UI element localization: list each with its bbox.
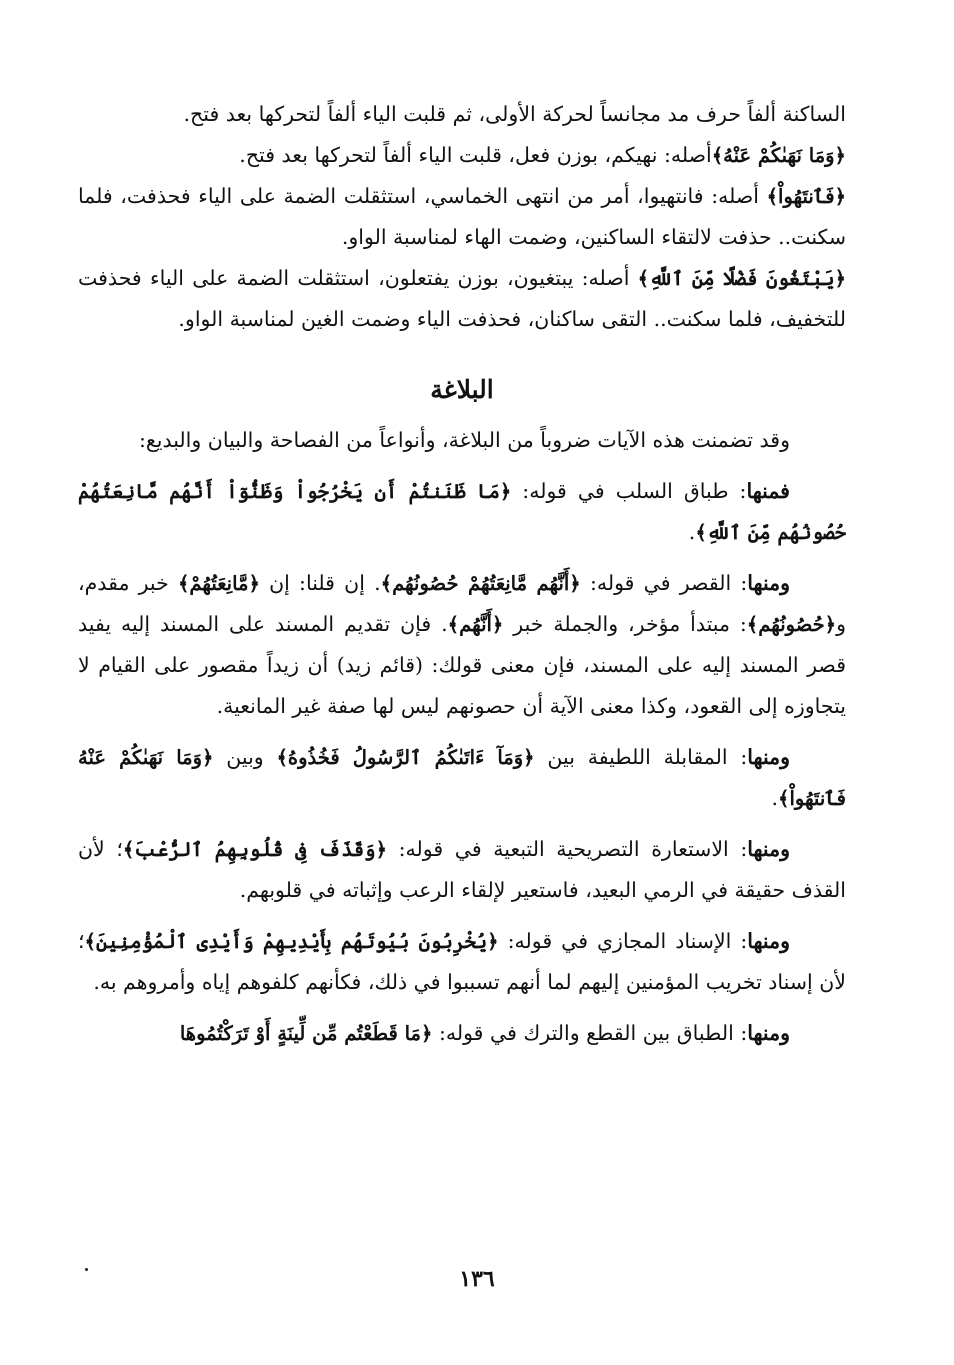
item-text: : طباق السلب في قوله: — [511, 479, 747, 503]
item-text: . — [688, 520, 696, 544]
quran-quote: ﴿وَقَذَفَ فِى قُلُوبِهِمُ ٱلرُّعْبَ﴾ — [122, 838, 388, 861]
paragraph-text: وقد تضمنت هذه الآيات ضروباً من البلاغة، وأنواعاً من الفصاحة والبيان والبديع: — [138, 428, 790, 452]
rhetoric-item-istiara — [78, 829, 846, 911]
morphology-paragraph-3 — [78, 176, 846, 258]
item-lead: ومنها — [747, 1021, 790, 1045]
item-text: . — [771, 786, 779, 810]
page-number: ١٣٦ — [459, 1266, 495, 1292]
item-text: ؛ لأن القذف حقيقة في الرمي البعيد، فاستعير لإلقاء الرعب وإثباته في قلوبهم. — [78, 837, 846, 902]
rhetoric-item-tibaq-qat — [78, 1013, 846, 1054]
quran-quote: ﴿فَٱنتَهُواْ﴾ — [766, 185, 846, 208]
item-lead: ومنها — [747, 745, 791, 769]
quran-quote: ﴿أَنَّهُم مَّانِعَتُهُمْ حُصُونُهُم﴾ — [380, 572, 581, 595]
morphology-paragraph-1 — [78, 94, 846, 135]
paragraph-text: أصله: فانتهيوا، أمر من انتهى الخماسي، استثقلت الضمة على الياء فحذفت، فلما سكنت.. حذفت لالتقاء الساكنين، وضمت الهاء لمناسبة الواو. — [78, 184, 846, 249]
item-text: : الإسناد المجازي في قوله: — [498, 929, 748, 953]
page-body — [78, 94, 846, 1054]
rhetoric-intro — [78, 420, 846, 461]
quran-quote: ﴿مَا قَطَعْتُم مِّن لِّينَةٍ أَوْ تَرَكْتُمُوهَا — [179, 1022, 433, 1045]
quran-quote: ﴿مَّانِعَتُهُمْ﴾ — [177, 572, 260, 595]
paragraph-text: الساكنة ألفاً حرف مد مجانساً لحركة الأولى، ثم قلبت الياء ألفاً لتحركها بعد فتح. — [183, 102, 846, 126]
item-text: : مبتدأ مؤخر، والجملة خبر — [503, 612, 747, 636]
quran-quote: ﴿وَمَا نَهَىٰكُمْ عَنْهُ﴾ — [711, 144, 846, 167]
quran-quote: ﴿حُصُونُهُم﴾ — [746, 613, 837, 636]
morphology-paragraph-2 — [78, 135, 846, 176]
item-text: : الطباق بين القطع والترك في قوله: — [432, 1021, 748, 1045]
quran-quote: ﴿أَنَّهُم﴾ — [447, 613, 504, 636]
quran-quote: ﴿يَبْتَغُونَ فَضْلًا مِّنَ ٱللَّهِ﴾ — [637, 267, 846, 290]
rhetoric-item-isnad — [78, 921, 846, 1003]
paragraph-text: أصله: نهيكم، بوزن فعل، قلبت الياء ألفاً لتحركها بعد فتح. — [239, 143, 712, 167]
item-lead: ومنها — [747, 571, 791, 595]
section-heading: البلاغة — [430, 375, 494, 404]
item-text: : المقابلة اللطيفة بين — [534, 745, 748, 769]
item-lead: ومنها — [747, 837, 790, 861]
item-text: وبين — [213, 745, 277, 769]
morphology-paragraph-4 — [78, 258, 846, 340]
quran-quote: ﴿وَمَا نَهَىٰكُمْ عَنْهُ فَٱنتَهُواْ﴾ — [78, 746, 846, 810]
rhetoric-item-qasr — [78, 563, 846, 727]
quran-quote: ﴿يُخْرِبُونَ بُيُوتَهُم بِأَيْدِيهِمْ وَأَيْدِى ٱلْمُؤْمِنِينَ﴾ — [84, 930, 499, 953]
quran-quote: ﴿مَا ظَنَنتُمْ أَن يَخْرُجُواْ وَظَنُّوٓاْ أَنَّهُم مَّانِعَتُهُمْ حُصُونُهُم مِّنَ ٱللَّهِ﴾ — [78, 480, 846, 544]
item-text: : الاستعارة التصريحية التبعية في قوله: — [387, 837, 748, 861]
item-text: خبر مقدم، و — [78, 571, 846, 636]
rhetoric-item-muqabala — [78, 737, 846, 819]
item-lead: ومنها — [747, 929, 790, 953]
item-text: : القصر في قوله: — [580, 571, 748, 595]
paragraph-text: أصله: يبتغيون، بوزن يفتعلون، استثقلت الضمة على الياء فحذفت للتخفيف، فلما سكنت.. التقى ساكنان، فحذفت الياء وضمت الغين لمناسبة الواو. — [78, 266, 846, 331]
item-text: . إن قلنا: إن — [259, 571, 381, 595]
item-text: . فإن تقديم المسند على المسند إليه يفيد قصر المسند إليه على المسند، فإن معنى قولك: (قائم زيد) أن زيداً مقصور على القيام لا يتجاوزه إلى القعود، وكذا معنى الآية أن حصونهم ليس لها صفة غير المانعية. — [78, 612, 846, 718]
quran-quote: ﴿وَمَآ ءَاتَىٰكُمُ ٱلرَّسُولُ فَخُذُوهُ﴾ — [276, 746, 535, 769]
item-text: ؛ لأن إسناد تخريب المؤمنين إليهم لما أنهم تسببوا في ذلك، فكأنهم كلفوهم إياه وأمروهم به. — [78, 929, 846, 994]
item-lead: فمنها — [746, 479, 790, 503]
rhetoric-item-tibaq — [78, 471, 846, 553]
